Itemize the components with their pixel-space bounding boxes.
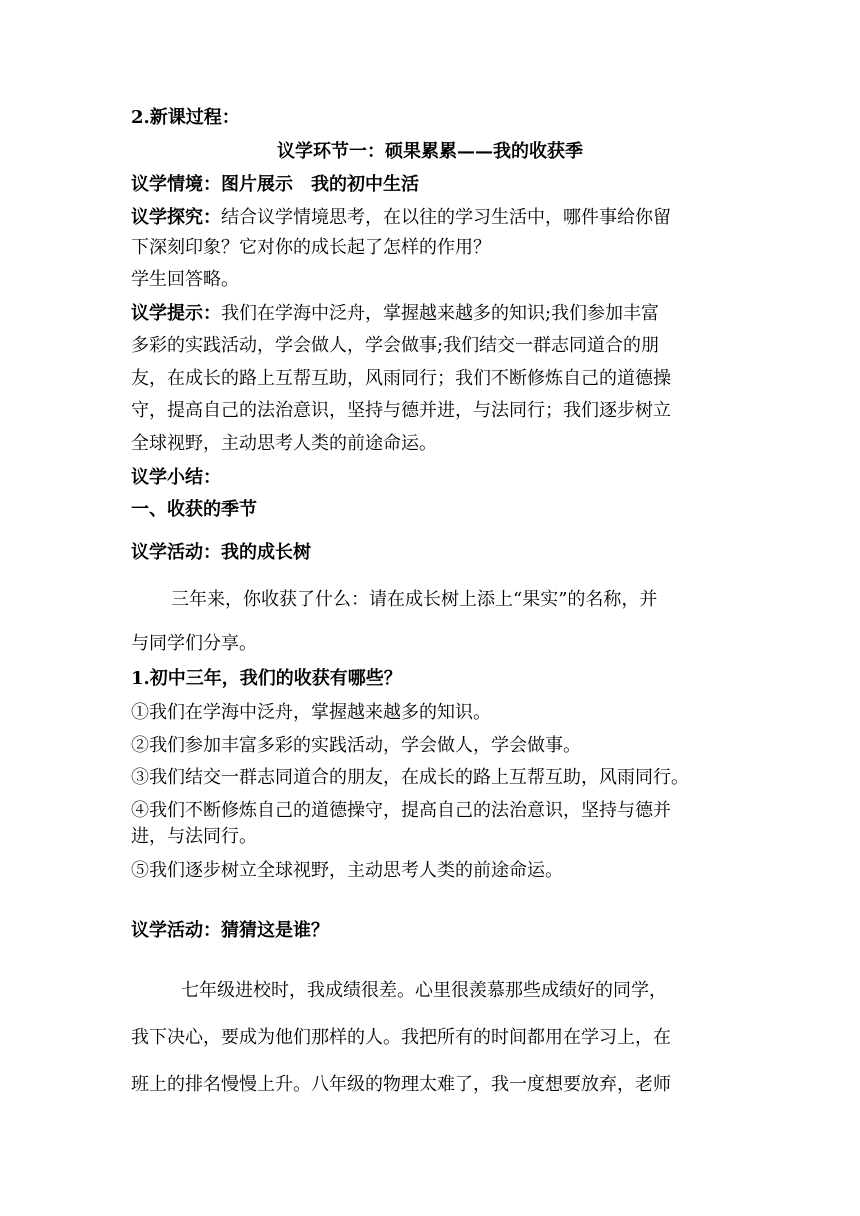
section-heading: 2.新课过程： [131, 107, 240, 128]
activity2-line-1: 七年级进校时，我成绩很差。心里很羡慕那些成绩好的同学， [181, 980, 667, 1001]
list-item: ⑤我们逐步树立全球视野，主动思考人类的前途命运。 [131, 860, 563, 881]
activity2-line-3: 班上的排名慢慢上升。八年级的物理太难了，我一度想要放弃，老师 [131, 1074, 671, 1095]
list-item: ③我们结交一群志同道合的朋友，在成长的路上互帮互助，风雨同行。 [131, 767, 689, 788]
activity1-title: 议学活动：我的成长树 [131, 542, 311, 563]
explore-line-2: 下深刻印象？它对你的成长起了怎样的作用？ [131, 237, 491, 258]
activity1-line-2: 与同学们分享。 [131, 633, 257, 654]
hint-line-1 [131, 303, 659, 325]
hint-line-5: 全球视野，主动思考人类的前途命运。 [131, 433, 437, 454]
summary-label: 议学小结： [131, 467, 221, 488]
activity2-line-2: 我下决心，要成为他们那样的人。我把所有的时间都用在学习上，在 [131, 1027, 671, 1048]
hint-line-3: 友，在成长的路上互帮互助，风雨同行；我们不断修炼自己的道德操 [131, 368, 671, 389]
part-one-title: 一、收获的季节 [131, 499, 257, 520]
context-label: 议学情境： [131, 174, 221, 195]
list-item: 进，与法同行。 [131, 826, 257, 847]
list-item: ①我们在学海中泛舟，掌握越来越多的知识。 [131, 702, 491, 723]
list-item: ④我们不断修炼自己的道德操守，提高自己的法治意识，坚持与德并 [131, 800, 671, 821]
list-item: ②我们参加丰富多彩的实践活动，学会做人，学会做事。 [131, 735, 581, 756]
student-answer: 学生回答略。 [131, 269, 239, 290]
explore-label: 议学探究： [131, 207, 221, 228]
activity2-title: 议学活动：猜猜这是谁？ [131, 920, 329, 941]
hint-line-4: 守，提高自己的法治意识，坚持与德并进，与法同行；我们逐步树立 [131, 400, 671, 421]
hint-line-2: 多彩的实践活动，学会做人，学会做事;我们结交一群志同道合的朋 [131, 335, 660, 356]
explore-line-1 [131, 207, 671, 229]
hint-text-1: 我们在学海中泛舟，掌握越来越多的知识;我们参加丰富 [221, 303, 660, 324]
activity1-line-1: 三年来，你收获了什么：请在成长树上添上“果实”的名称，并 [171, 589, 658, 610]
segment-title: 议学环节一：硕果累累——我的收获季 [277, 141, 583, 162]
explore-text-1: 结合议学情境思考，在以往的学习生活中，哪件事给你留 [221, 207, 671, 228]
context-line [131, 174, 419, 196]
question-1: 1.初中三年，我们的收获有哪些？ [131, 668, 402, 689]
hint-label: 议学提示： [131, 303, 221, 324]
context-text: 图片展示 我的初中生活 [221, 174, 419, 195]
